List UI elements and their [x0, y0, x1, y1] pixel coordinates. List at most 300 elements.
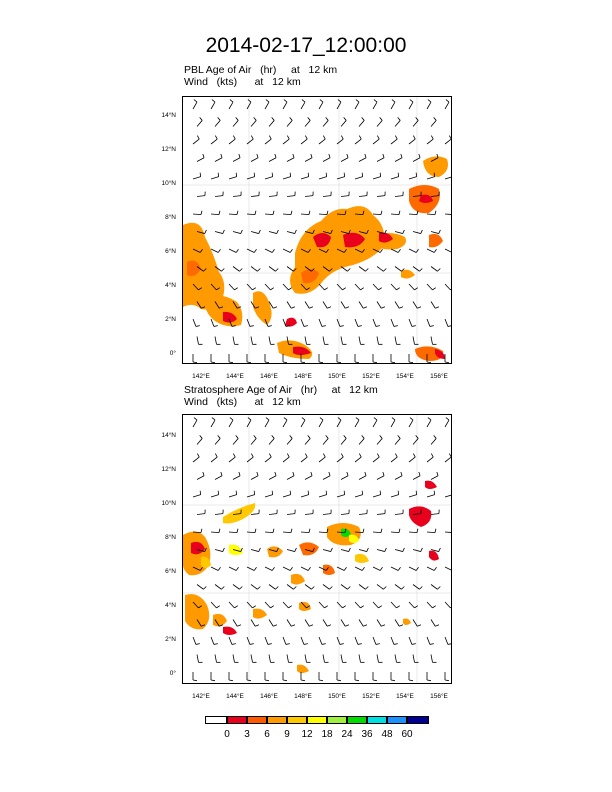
wind-barb — [445, 637, 448, 644]
wind-barb — [301, 457, 307, 462]
stratosphere-age-map — [182, 414, 452, 684]
wind-barb — [413, 585, 419, 590]
wind-barb-feather — [265, 362, 269, 363]
wind-barb — [197, 514, 205, 515]
wind-barb-feather — [417, 625, 421, 627]
wind-barb-feather — [218, 173, 219, 177]
wind-barb — [395, 158, 402, 162]
wind-barb-feather — [301, 362, 305, 363]
wind-barb-feather — [203, 154, 204, 158]
wind-barb-feather — [446, 418, 449, 421]
wind-barb — [391, 532, 399, 533]
strat-blob-central4 — [291, 574, 305, 585]
wind-barb-feather — [445, 362, 449, 363]
wind-barb-feather — [284, 418, 287, 421]
wind-barb-feather — [311, 472, 312, 476]
wind-barb — [323, 655, 324, 663]
wind-barb — [283, 457, 289, 462]
wind-barb — [193, 319, 196, 326]
wind-barb — [269, 514, 277, 515]
wind-barb — [391, 567, 398, 570]
wind-barb — [319, 495, 327, 497]
wind-barb — [305, 655, 306, 663]
wind-barb-feather — [341, 136, 343, 140]
wind-barb-feather — [396, 288, 399, 290]
wind-barb-feather — [254, 173, 255, 177]
wind-barb-feather — [236, 173, 237, 177]
wind-barb — [287, 620, 291, 627]
wind-barb-feather — [413, 136, 415, 140]
wind-barb-feather — [435, 529, 436, 533]
wind-barb — [283, 319, 286, 326]
wind-barb-feather — [378, 606, 381, 608]
lat-label: 12°N — [161, 466, 176, 473]
wind-barb-feather — [272, 491, 273, 495]
wind-barb — [341, 655, 342, 663]
wind-barb — [233, 476, 240, 480]
wind-barb — [211, 637, 214, 644]
wind-barb-feather — [349, 548, 351, 552]
wind-barb-feather — [291, 529, 292, 533]
wind-barb — [391, 139, 397, 144]
wind-barb — [215, 550, 223, 552]
wind-barb-feather — [367, 548, 369, 552]
wind-barb — [269, 337, 270, 345]
wind-barb-feather — [340, 644, 344, 645]
wind-barb — [251, 267, 257, 272]
lon-label: 150°E — [328, 373, 346, 380]
wind-barb-feather — [329, 586, 332, 589]
wind-barb — [319, 214, 327, 215]
wind-barb — [283, 637, 286, 644]
colorbar-swatch — [327, 716, 347, 724]
wind-barb-feather — [359, 454, 361, 458]
wind-barb-feather — [416, 567, 418, 570]
wind-barb — [395, 196, 403, 197]
wind-barb — [265, 495, 273, 497]
wind-barb-feather — [218, 117, 221, 120]
wind-barb — [391, 495, 399, 497]
wind-barb — [445, 139, 451, 144]
wind-barb-feather — [221, 472, 222, 476]
wind-barb — [323, 620, 327, 627]
lat-label: 0° — [169, 670, 176, 677]
wind-barb — [247, 214, 255, 215]
wind-barb — [319, 102, 323, 109]
wind-barb — [409, 495, 417, 497]
strat-blob-yellow-strip — [223, 503, 255, 524]
wind-barb-feather — [377, 136, 379, 140]
wind-barb — [445, 457, 451, 462]
wind-barb-feather — [323, 454, 325, 458]
wind-barb-feather — [290, 435, 293, 438]
wind-barb — [251, 550, 259, 552]
wind-barb — [395, 120, 400, 126]
wind-barb-feather — [193, 362, 197, 363]
wind-barb — [391, 457, 397, 462]
wind-barb-feather — [324, 606, 327, 608]
wind-barb-feather — [254, 435, 257, 438]
wind-barb-feather — [403, 230, 405, 234]
wind-barb-feather — [230, 100, 233, 103]
wind-barb-feather — [381, 625, 385, 627]
lat-label: 4°N — [165, 602, 176, 609]
colorbar-label: 6 — [264, 729, 270, 740]
wind-barb — [427, 420, 431, 427]
wind-barb — [355, 495, 363, 497]
wind-barb — [229, 420, 233, 427]
wind-barb — [305, 476, 312, 480]
wind-barb-feather — [363, 625, 367, 627]
wind-barb-feather — [290, 173, 291, 177]
wind-barb-feather — [347, 472, 348, 476]
wind-barb — [337, 637, 340, 644]
wind-barb-feather — [302, 100, 305, 103]
wind-barb-feather — [295, 230, 297, 234]
wind-barb-feather — [417, 307, 421, 309]
wind-barb-feather — [250, 644, 254, 645]
wind-barb-feather — [331, 548, 333, 552]
wind-barb — [247, 495, 255, 497]
wind-barb-feather — [398, 117, 401, 120]
wind-barb — [233, 655, 234, 663]
wind-barb — [287, 158, 294, 162]
wind-barb-feather — [291, 625, 295, 627]
lat-label: 4°N — [165, 282, 176, 289]
wind-barb — [211, 319, 214, 326]
wind-barb-feather — [265, 680, 269, 681]
wind-barb — [287, 476, 294, 480]
wind-barb — [377, 550, 385, 552]
wind-barb — [283, 532, 291, 533]
wind-barb-feather — [327, 307, 331, 309]
wind-barb — [233, 120, 238, 126]
wind-barb — [395, 585, 401, 590]
strat-blob-mid-orange — [253, 609, 267, 619]
wind-barb — [287, 655, 288, 663]
wind-barb-feather — [287, 454, 289, 458]
panel2-subtitle-field: Stratosphere Age of Air (hr) at 12 km — [184, 384, 378, 396]
wind-barb-feather — [374, 100, 377, 103]
wind-barb-feather — [428, 418, 431, 421]
wind-barb — [377, 655, 378, 663]
wind-barb-feather — [398, 173, 399, 177]
wind-barb — [377, 267, 383, 272]
wind-barb — [215, 120, 220, 126]
lon-label: 152°E — [362, 373, 380, 380]
wind-barb-feather — [363, 529, 364, 533]
wind-barb-feather — [255, 211, 256, 215]
wind-barb-feather — [309, 625, 313, 627]
wind-barb — [373, 567, 380, 570]
wind-barb — [251, 585, 257, 590]
wind-barb — [413, 302, 417, 309]
wind-barb — [301, 319, 304, 326]
lon-label: 150°E — [328, 693, 346, 700]
wind-barb — [373, 457, 379, 462]
wind-barb — [413, 620, 417, 627]
wind-barb — [265, 637, 268, 644]
wind-barb — [431, 655, 432, 663]
wind-barb — [269, 267, 275, 272]
wind-barb — [305, 620, 309, 627]
wind-barb — [431, 585, 437, 590]
wind-barb-feather — [194, 100, 197, 103]
wind-barb-feather — [359, 136, 361, 140]
wind-barb — [283, 139, 289, 144]
wind-barb-feather — [394, 644, 398, 645]
wind-barb — [269, 158, 276, 162]
wind-barb-feather — [269, 136, 271, 140]
wind-barb — [211, 102, 215, 109]
wind-barb-feather — [380, 117, 383, 120]
wind-barb-feather — [273, 625, 277, 627]
wind-barb — [323, 337, 324, 345]
wind-barb-feather — [434, 173, 435, 177]
wind-barb — [215, 585, 221, 590]
wind-barb — [265, 602, 270, 608]
wind-barb-feather — [250, 326, 254, 327]
wind-barb — [197, 585, 203, 590]
wind-barb — [427, 139, 433, 144]
wind-barb — [247, 284, 252, 290]
lat-label: 8°N — [165, 214, 176, 221]
wind-barb — [359, 120, 364, 126]
wind-barb — [265, 249, 272, 252]
wind-barb-feather — [236, 491, 237, 495]
wind-barb-feather — [341, 454, 343, 458]
wind-barb-feather — [326, 435, 329, 438]
wind-barb-feather — [268, 326, 272, 327]
wind-barb — [193, 420, 197, 427]
wind-barb — [247, 532, 255, 533]
wind-barb — [193, 177, 201, 179]
wind-barb — [301, 495, 309, 497]
wind-barb-feather — [194, 418, 197, 421]
wind-barb-feather — [376, 644, 380, 645]
wind-barb — [341, 302, 345, 309]
wind-barb-feather — [360, 606, 363, 608]
wind-barb — [377, 158, 384, 162]
wind-barb-feather — [347, 586, 350, 589]
wind-barb-feather — [266, 100, 269, 103]
wind-barb-feather — [239, 268, 242, 271]
wind-barb-feather — [410, 100, 413, 103]
wind-barb — [287, 438, 292, 444]
wind-barb-feather — [326, 117, 329, 120]
wind-barb — [265, 139, 271, 144]
wind-barb — [337, 284, 342, 290]
wind-barb-feather — [434, 567, 436, 570]
wind-barb-feather — [290, 117, 293, 120]
wind-barb — [413, 120, 418, 126]
wind-barb-feather — [275, 586, 278, 589]
wind-barb-feather — [320, 100, 323, 103]
wind-barb — [337, 495, 345, 497]
wind-barb — [301, 567, 308, 570]
wind-barb-feather — [395, 454, 397, 458]
wind-barb — [229, 495, 237, 497]
pbl-blob-e2 — [401, 270, 415, 279]
wind-barb — [233, 158, 240, 162]
wind-barb-feather — [295, 548, 297, 552]
wind-barb-feather — [239, 586, 242, 589]
wind-barb-feather — [254, 117, 257, 120]
wind-barb — [445, 284, 450, 290]
wind-barb-feather — [257, 586, 260, 589]
wind-barb-feather — [398, 435, 401, 438]
wind-barb-feather — [308, 491, 309, 495]
wind-barb-feather — [362, 567, 364, 570]
wind-barb — [215, 337, 216, 345]
wind-barb-feather — [358, 326, 362, 327]
wind-barb-feather — [383, 586, 386, 589]
wind-barb — [251, 196, 259, 197]
wind-barb — [305, 337, 306, 345]
wind-barb — [197, 337, 198, 345]
wind-barb — [359, 655, 360, 663]
wind-barb — [265, 457, 271, 462]
wind-barb — [359, 620, 363, 627]
wind-barb-feather — [401, 586, 404, 589]
wind-barb-feather — [319, 362, 323, 363]
wind-barb-feather — [421, 230, 423, 234]
wind-barb — [211, 249, 218, 252]
wind-barb-feather — [201, 211, 202, 215]
wind-barb — [229, 139, 235, 144]
wind-barb-feather — [291, 307, 295, 309]
lon-label: 146°E — [260, 373, 278, 380]
wind-barb-feather — [434, 249, 436, 252]
wind-barb — [355, 457, 361, 462]
wind-barb — [445, 319, 448, 326]
lon-label: 144°E — [226, 373, 244, 380]
wind-barb — [413, 337, 414, 345]
wind-barb-feather — [247, 680, 251, 681]
wind-barb — [373, 102, 377, 109]
wind-barb — [269, 476, 276, 480]
wind-barb-feather — [252, 606, 255, 608]
colorbar-label: 36 — [361, 729, 373, 740]
wind-barb-feather — [273, 211, 274, 215]
wind-barb — [319, 284, 324, 290]
wind-barb-feather — [301, 680, 305, 681]
wind-barb-feather — [283, 680, 287, 681]
wind-barb — [283, 177, 291, 179]
wind-barb-feather — [236, 249, 238, 252]
wind-barb — [445, 249, 451, 252]
wind-barb-feather — [365, 268, 368, 271]
wind-barb — [197, 158, 204, 162]
wind-barb-feather — [273, 529, 274, 533]
wind-barb-feather — [430, 326, 434, 327]
wind-barb — [409, 420, 413, 427]
wind-barb-feather — [409, 362, 413, 363]
wind-barb-feather — [427, 362, 431, 363]
wind-barb — [287, 550, 295, 552]
wind-barb — [265, 214, 273, 215]
strat-blob-central — [267, 546, 283, 557]
lat-label: 14°N — [161, 112, 176, 119]
wind-barb — [197, 655, 198, 663]
wind-barb-feather — [196, 644, 200, 645]
wind-barb — [229, 567, 236, 570]
wind-barb-feather — [416, 491, 417, 495]
wind-barb — [233, 232, 241, 234]
wind-barb — [395, 267, 401, 272]
wind-barb — [373, 177, 381, 179]
wind-barb — [355, 420, 359, 427]
wind-barb — [427, 602, 432, 608]
wind-barb — [229, 457, 235, 462]
wind-barb — [359, 550, 367, 552]
wind-barb — [377, 302, 381, 309]
wind-barb-feather — [395, 136, 397, 140]
wind-barb-feather — [201, 529, 202, 533]
wind-barb — [395, 655, 396, 663]
wind-barb-feather — [203, 586, 206, 589]
wind-barb-feather — [203, 472, 204, 476]
wind-barb — [377, 585, 383, 590]
wind-barb — [355, 284, 360, 290]
lat-label: 8°N — [165, 534, 176, 541]
wind-barb-feather — [449, 136, 451, 140]
wind-barb — [283, 284, 288, 290]
wind-barb — [251, 158, 258, 162]
wind-barb-feather — [269, 454, 271, 458]
wind-barb — [341, 585, 347, 590]
lat-label: 10°N — [161, 180, 176, 187]
wind-barb-feather — [255, 625, 259, 627]
wind-barb — [431, 337, 432, 345]
wind-barb — [373, 532, 381, 533]
wind-barb-feather — [218, 491, 219, 495]
wind-barb-feather — [362, 491, 363, 495]
wind-barb-feather — [215, 136, 217, 140]
wind-barb — [395, 550, 403, 552]
wind-barb-feather — [416, 173, 417, 177]
wind-barb-feather — [216, 606, 219, 608]
wind-barb-feather — [380, 567, 382, 570]
colorbar-swatch — [307, 716, 327, 724]
wind-barb — [247, 457, 253, 462]
wind-barb-feather — [409, 680, 413, 681]
wind-barb — [305, 585, 311, 590]
wind-barb — [301, 139, 307, 144]
colorbar-swatch — [407, 716, 429, 724]
wind-barb-feather — [212, 418, 215, 421]
wind-barb — [445, 495, 451, 497]
wind-barb-feather — [237, 211, 238, 215]
wind-barb — [341, 158, 348, 162]
wind-barb — [215, 438, 220, 444]
wind-barb — [427, 457, 433, 462]
wind-barb — [287, 585, 293, 590]
wind-barb — [431, 476, 438, 480]
wind-barb — [337, 177, 345, 179]
wind-barb — [247, 602, 252, 608]
wind-barb-feather — [211, 680, 215, 681]
wind-barb — [301, 637, 304, 644]
wind-barb-feather — [340, 326, 344, 327]
wind-barb-feather — [383, 472, 384, 476]
pbl-blob-e1 — [429, 234, 443, 248]
wind-barb — [337, 139, 343, 144]
wind-barb — [211, 567, 218, 570]
wind-barb — [409, 567, 416, 570]
wind-barb-feather — [218, 567, 220, 570]
wind-barb — [427, 567, 434, 570]
